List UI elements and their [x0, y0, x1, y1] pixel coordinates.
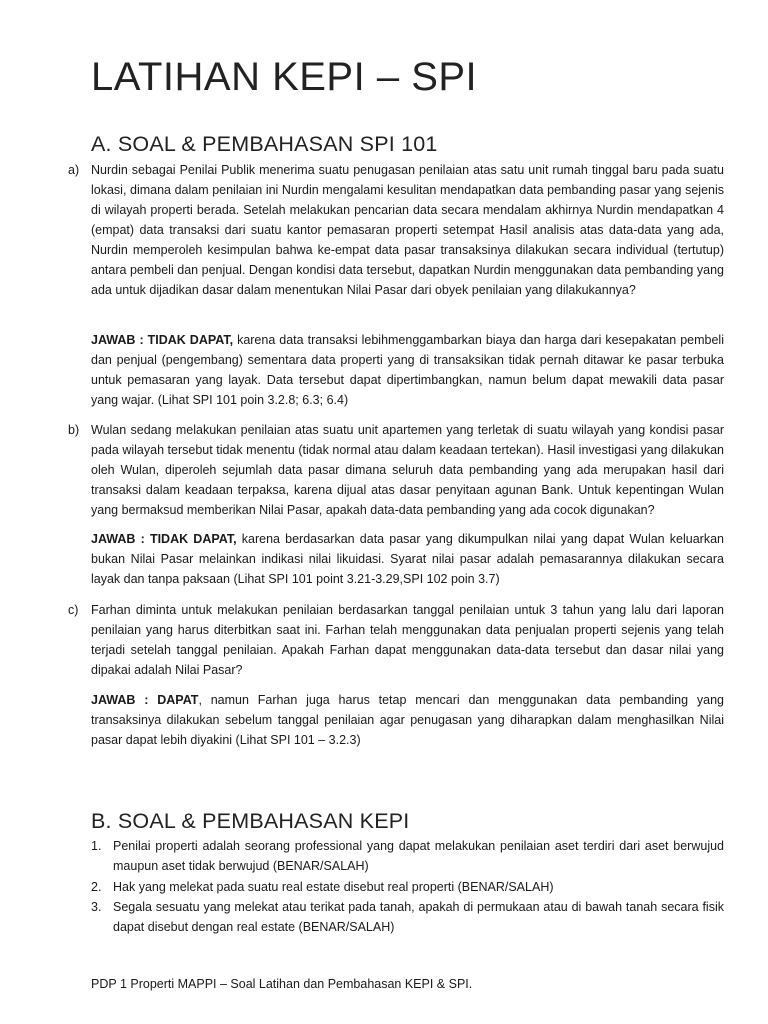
- document-title: LATIHAN KEPI – SPI: [91, 55, 478, 99]
- answer-text: , namun Farhan juga harus tetap mencari dan menggunakan data pembanding yang transaksinya dilakukan sebelum tanggal penilaian agar penugasan yang diharapkan dalam menghasilkan Nilai pasar dapat lebih diyakini (Lihat SPI 101 – 3.2.3): [91, 693, 724, 747]
- list-item-text: Penilai properti adalah seorang professional yang dapat melakukan penilaian aset terdiri dari aset berwujud maupun aset tidak berwujud (BENAR/SALAH): [113, 839, 724, 873]
- list-item-number: 3.: [91, 900, 102, 914]
- question-text: Wulan sedang melakukan penilaian atas suatu unit apartemen yang terletak di suatu wilayah yang kondisi pasar pada wilayah tersebut tidak menentu (tidak normal atau dalam keadaan tertekan). Hasil investigasi yang dilakukan oleh Wulan, diperoleh sejumlah data pasar dimana seluruh data pembanding yang ada merupakan hasil dari transaksi dalam keadaan terpaksa, karena dijual atas dasar penyitaan agunan Bank. Untuk kepentingan Wulan yang bermaksud memberikan Nilai Pasar, apakah data-data pembanding yang ada cocok digunakan?: [91, 423, 724, 517]
- question-marker: b): [68, 423, 80, 437]
- list-item-number: 1.: [91, 839, 102, 853]
- answer-verdict: TIDAK DAPAT,: [147, 333, 234, 347]
- answer-paragraph: [91, 529, 724, 589]
- list-item-text: Hak yang melekat pada suatu real estate disebut real properti (BENAR/SALAH): [113, 880, 554, 894]
- answer-label: JAWAB :: [91, 693, 149, 707]
- question-marker: c): [68, 603, 79, 617]
- list-item-text: Segala sesuatu yang melekat atau terikat pada tanah, apakah di permukaan atau di bawah tanah secara fisik dapat disebut dengan real estate (BENAR/SALAH): [113, 900, 724, 934]
- answer-verdict: TIDAK DAPAT,: [149, 532, 237, 546]
- answer-text: karena berdasarkan data pasar yang dikumpulkan nilai yang dapat Wulan keluarkan bukan Nilai Pasar melainkan indikasi nilai likuidasi. Syarat nilai pasar adalah pemasarannya dilakukan secara layak dan tanpa paksaan (Lihat SPI 101 point 3.21-3.29,SPI 102 poin 3.7): [91, 532, 724, 586]
- question-marker: a): [68, 163, 80, 177]
- answer-verdict: DAPAT: [157, 693, 199, 707]
- section-a-heading: A. SOAL & PEMBAHASAN SPI 101: [91, 132, 438, 156]
- list-item-number: 2.: [91, 880, 102, 894]
- answer-label: JAWAB :: [91, 532, 145, 546]
- answer-paragraph: [91, 690, 724, 750]
- section-b-heading: B. SOAL & PEMBAHASAN KEPI: [91, 809, 410, 833]
- question-text: Farhan diminta untuk melakukan penilaian berdasarkan tanggal penilaian untuk 3 tahun yang lalu dari laporan penilaian yang harus diterbitkan saat ini. Farhan telah menggunakan data penjualan properti sejenis yang telah terjadi setelah tanggal penilaian. Apakah Farhan dapat menggunakan data-data tersebut dan dasar nilai yang dipakai adalah Nilai Pasar?: [91, 603, 724, 677]
- page-footer: PDP 1 Properti MAPPI – Soal Latihan dan Pembahasan KEPI & SPI.: [91, 977, 473, 991]
- answer-text: karena data transaksi lebihmenggambarkan biaya dan harga dari kesepakatan pembeli dan penjual (pengembang) sementara data properti yang di transaksikan tidak pernah ditawar ke pasar terbuka untuk pemasaran yang layak. Data tersebut dapat dipertimbangkan, namun belum dapat mewakili data pasar yang wajar. (Lihat SPI 101 poin 3.2.8; 6.3; 6.4): [91, 333, 724, 407]
- question-text: Nurdin sebagai Penilai Publik menerima suatu penugasan penilaian atas satu unit rumah tinggal baru pada suatu lokasi, dimana dalam penilaian ini Nurdin mengalami kesulitan mendapatkan data pembanding pasar yang sejenis di wilayah properti berada. Setelah melakukan pencarian data secara mendalam akhirnya Nurdin mendapatkan 4 (empat) data transaksi dari suatu kantor pemasaran properti setempat Hasil analisis atas data-data yang ada, Nurdin memperoleh kesimpulan bahwa ke-empat data pasar transaksinya dilakukan secara individual (tertutup) antara pembeli dan penjual. Dengan kondisi data tersebut, dapatkan Nurdin menggunakan data pembanding yang ada untuk dijadikan dasar dalam menentukan Nilai Pasar dari obyek penilaian yang dilakukannya?: [91, 163, 724, 297]
- answer-paragraph: [91, 330, 724, 410]
- answer-label: JAWAB :: [91, 333, 144, 347]
